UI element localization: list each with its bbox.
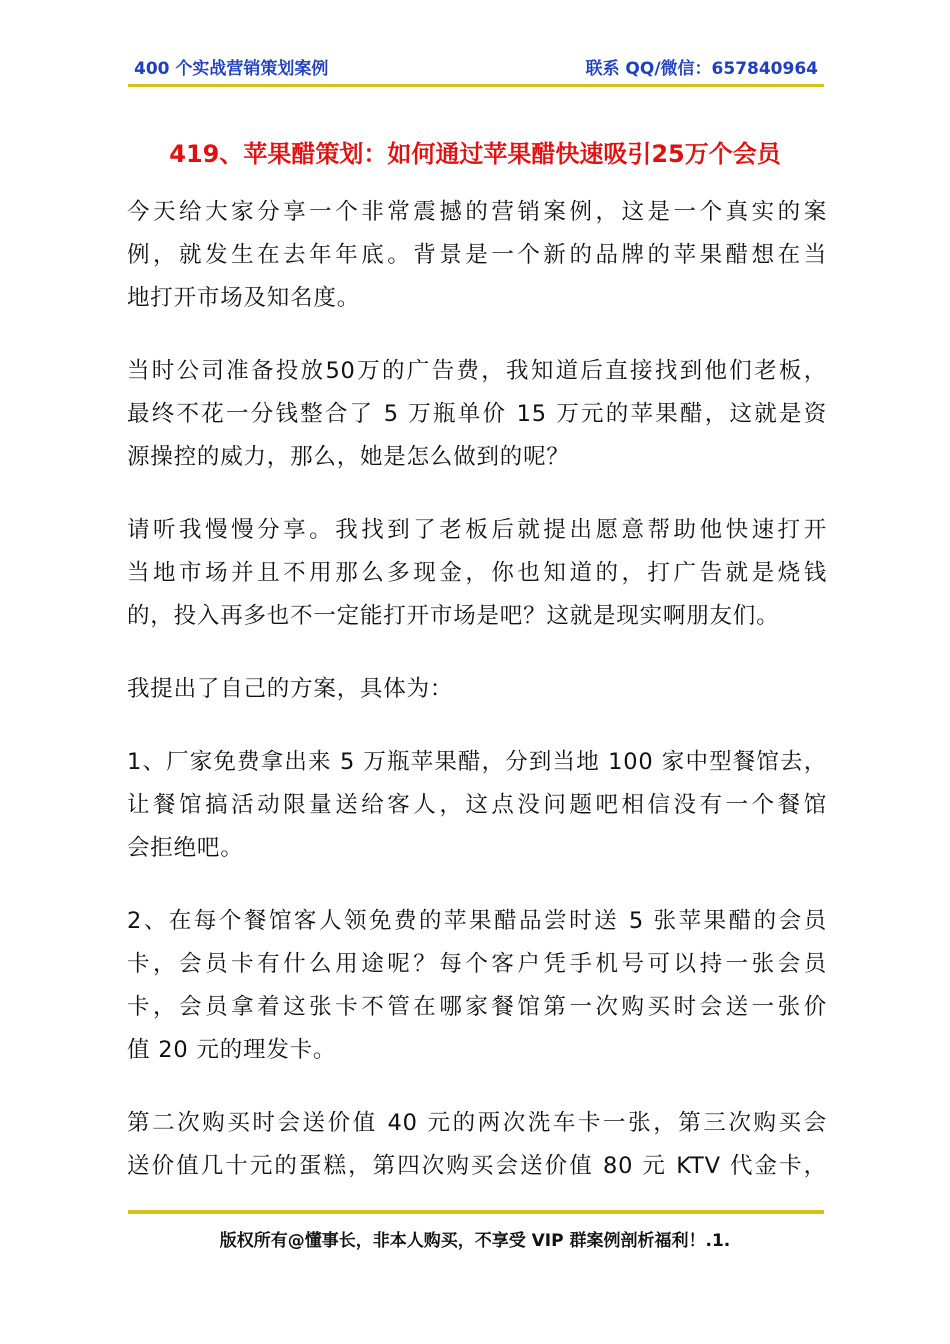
paragraph-1 — [127, 191, 827, 320]
paragraph-3 — [127, 509, 827, 638]
paragraph-line: 最终不花一分钱整合了 5 万瓶单价 15 万元的苹果醋，这就是资 — [127, 401, 827, 427]
document-title: 419、苹果醋策划：如何通过苹果醋快速吸引25万个会员 — [169, 140, 781, 168]
paragraph-line: 1、厂家免费拿出来 5 万瓶苹果醋，分到当地 100 家中型餐馆去， — [127, 749, 827, 775]
paragraph-line: 当地市场并且不用那么多现金，你也知道的，打广告就是烧钱 — [127, 560, 827, 586]
page-footer: 版权所有@懂事长，非本人购买，不享受 VIP 群案例剖析福利！.1. — [219, 1231, 731, 1251]
footer-divider — [128, 1210, 824, 1214]
paragraph-line: 会拒绝吧。 — [127, 835, 244, 861]
paragraph-line: 请听我慢慢分享。我找到了老板后就提出愿意帮助他快速打开 — [127, 517, 827, 543]
header-series-title: 400 个实战营销策划案例 — [134, 59, 329, 79]
paragraph-4 — [127, 668, 827, 711]
paragraph-line: 今天给大家分享一个非常震撼的营销案例，这是一个真实的案 — [127, 199, 827, 225]
document-body — [127, 191, 827, 1218]
paragraph-5 — [127, 741, 827, 870]
paragraph-line: 第二次购买时会送价值 40 元的两次洗车卡一张，第三次购买会 — [127, 1110, 827, 1136]
paragraph-line: 我提出了自己的方案，具体为： — [127, 676, 454, 702]
paragraph-line: 例，就发生在去年年底。背景是一个新的品牌的苹果醋想在当 — [127, 242, 827, 268]
paragraph-7 — [127, 1102, 827, 1188]
paragraph-line: 让餐馆搞活动限量送给客人，这点没问题吧相信没有一个餐馆 — [127, 792, 827, 818]
paragraph-6 — [127, 900, 827, 1072]
paragraph-line: 值 20 元的理发卡。 — [127, 1037, 337, 1063]
paragraph-line: 卡，会员拿着这张卡不管在哪家餐馆第一次购买时会送一张价 — [127, 994, 827, 1020]
paragraph-line: 送价值几十元的蛋糕，第四次购买会送价值 80 元 KTV 代金卡， — [127, 1153, 827, 1179]
header-divider — [128, 84, 824, 87]
paragraph-line: 地打开市场及知名度。 — [127, 285, 361, 311]
paragraph-line: 的，投入再多也不一定能打开市场是吧？这就是现实啊朋友们。 — [127, 603, 780, 629]
paragraph-line: 卡，会员卡有什么用途呢？每个客户凭手机号可以持一张会员 — [127, 951, 827, 977]
page-header — [128, 52, 822, 82]
paragraph-line: 源操控的威力，那么，她是怎么做到的呢？ — [127, 444, 570, 470]
paragraph-2 — [127, 350, 827, 479]
paragraph-line: 当时公司准备投放50万的广告费，我知道后直接找到他们老板， — [127, 358, 827, 384]
paragraph-line: 2、在每个餐馆客人领免费的苹果醋品尝时送 5 张苹果醋的会员 — [127, 908, 827, 934]
header-contact: 联系 QQ/微信：657840964 — [585, 59, 818, 79]
